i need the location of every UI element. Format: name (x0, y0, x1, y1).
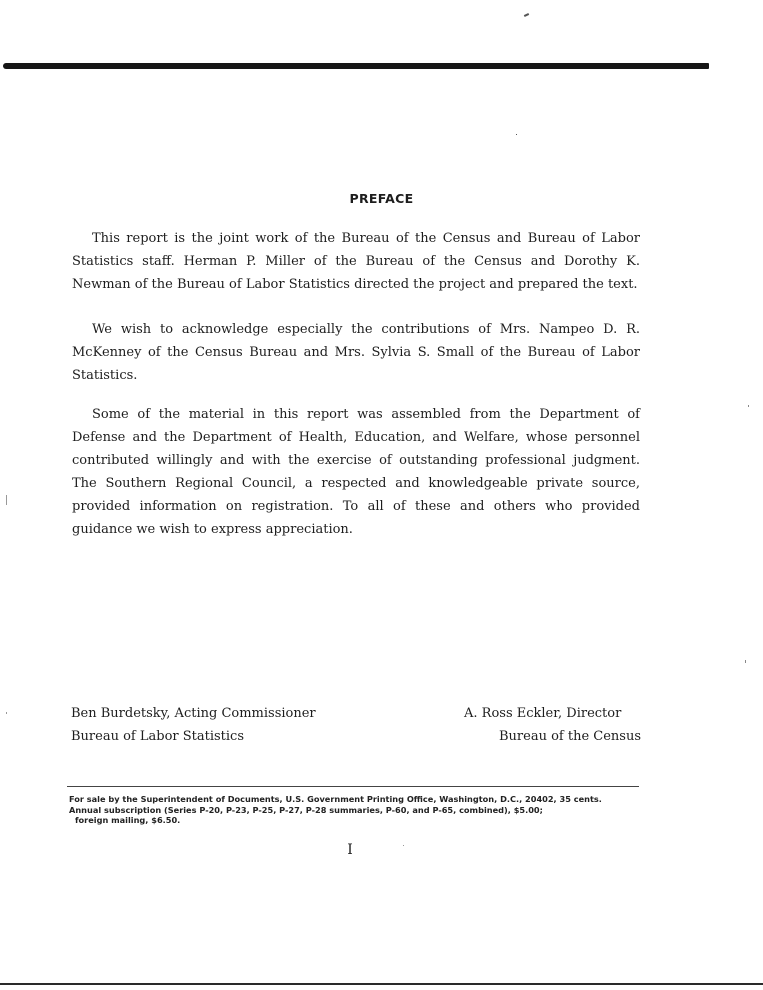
signatory-name: Ben Burdetsky, Acting Commissioner (71, 706, 316, 721)
footnote-line: foreign mailing, $6.50. (75, 815, 181, 825)
paragraph-line: Defense and the Department of Health, Education, and Welfare, whose personnel (72, 430, 640, 445)
footnote-line: For sale by the Superintendent of Documents, U.S. Government Printing Office, Washington, D.C., 20402, 35 cents. (69, 794, 602, 804)
paragraph-line: Statistics. (72, 368, 138, 383)
footnote-rule (67, 786, 639, 787)
paragraph-2 (72, 318, 640, 387)
signature-right (464, 702, 641, 748)
scan-speck (748, 405, 749, 407)
signature-left (71, 702, 316, 748)
signatory-organization: Bureau of Labor Statistics (71, 729, 245, 744)
paragraph-line: McKenney of the Census Bureau and Mrs. Sylvia S. Small of the Bureau of Labor (72, 345, 640, 360)
paragraph-line: contributed willingly and with the exercise of outstanding professional judgment. (72, 453, 640, 468)
scan-speck (524, 13, 529, 17)
signatory-organization: Bureau of the Census (498, 729, 641, 744)
paragraph-3 (72, 403, 640, 541)
scan-speck (6, 712, 7, 714)
paragraph-line: guidance we wish to express appreciation. (72, 522, 353, 537)
bottom-rule (0, 983, 763, 985)
paragraph-line: provided information on registration. To all of these and others who provided (72, 499, 640, 514)
page-number: I (347, 842, 353, 858)
paragraph-line: This report is the joint work of the Bureau of the Census and Bureau of Labor (92, 231, 640, 246)
scan-speck (516, 134, 517, 135)
top-rule (3, 63, 709, 69)
paragraph-line: Some of the material in this report was assembled from the Department of (92, 407, 640, 422)
paragraph-line: We wish to acknowledge especially the contributions of Mrs. Nampeo D. R. (92, 322, 640, 337)
paragraph-line: Newman of the Bureau of Labor Statistics directed the project and prepared the text. (72, 277, 638, 292)
scan-speck (745, 660, 746, 663)
scan-speck (403, 845, 404, 846)
paragraph-line: Statistics staff. Herman P. Miller of the Bureau of the Census and Dorothy K. (72, 254, 640, 269)
footnote (69, 794, 649, 826)
footnote-line: Annual subscription (Series P-20, P-23, P-25, P-27, P-28 summaries, P-60, and P-65, combined), $5.00; (69, 804, 543, 815)
signatory-name: A. Ross Eckler, Director (464, 706, 622, 721)
paragraph-1 (72, 227, 640, 296)
paragraph-line: The Southern Regional Council, a respected and knowledgeable private source, (72, 476, 640, 491)
page-title: PREFACE (349, 191, 414, 206)
scan-speck (6, 495, 7, 505)
